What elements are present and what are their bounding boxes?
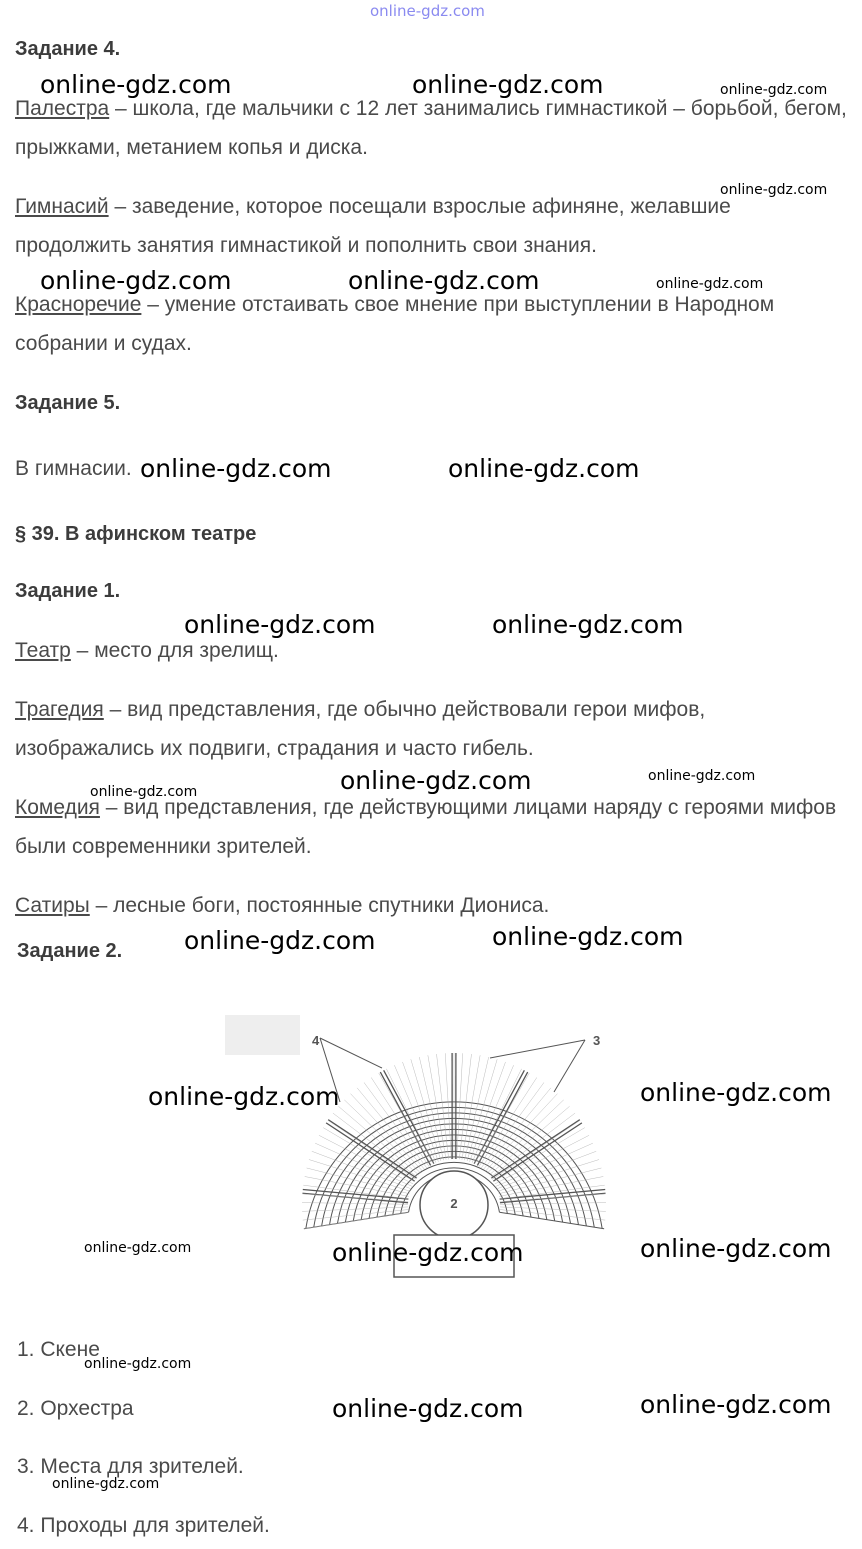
def-palestra: – школа, где мальчики с 12 лет занимались гимнастикой – борьбой, бегом, прыжками, метанием копья и диска. bbox=[15, 97, 847, 159]
watermark: online-gdz.com bbox=[52, 1476, 160, 1492]
seat-divider bbox=[477, 1073, 530, 1165]
arrow-3-b bbox=[554, 1040, 585, 1092]
watermark: online-gdz.com bbox=[340, 766, 532, 795]
term-tragedy: Трагедия bbox=[15, 698, 104, 721]
answer-1: 1. Скене bbox=[17, 1338, 100, 1361]
aisle-line bbox=[491, 1120, 579, 1178]
seat-divider bbox=[394, 1065, 436, 1163]
seat-divider bbox=[312, 1151, 411, 1188]
watermark: online-gdz.com bbox=[656, 276, 764, 292]
diagram-label-2: 2 bbox=[450, 1196, 458, 1211]
task1-item-satyrs bbox=[15, 886, 855, 925]
watermark: online-gdz.com bbox=[140, 454, 332, 483]
seat-divider bbox=[495, 1135, 589, 1184]
answer-4: 4. Проходы для зрителей. bbox=[17, 1514, 270, 1537]
arrow-4-a bbox=[320, 1038, 382, 1068]
task1-heading: Задание 1. bbox=[15, 580, 121, 602]
watermark: online-gdz.com bbox=[720, 182, 828, 198]
seat-divider bbox=[305, 1177, 409, 1197]
answer-3: 3. Места для зрителей. bbox=[17, 1455, 244, 1478]
seat-divider bbox=[379, 1073, 432, 1165]
def-satyrs: – лесные боги, постоянные спутники Диониса. bbox=[89, 894, 550, 917]
diagram-scan-artifact bbox=[225, 1015, 300, 1055]
task5-answer: В гимнасии. bbox=[15, 457, 132, 480]
aisle-line bbox=[328, 1120, 416, 1178]
answer-2: 2. Орхестра bbox=[17, 1397, 134, 1420]
watermark: online-gdz.com bbox=[332, 1394, 524, 1423]
watermark: online-gdz.com bbox=[492, 922, 684, 951]
task4-item-palestra bbox=[15, 89, 855, 167]
seat-divider bbox=[445, 1053, 451, 1159]
watermark: online-gdz.com bbox=[492, 610, 684, 639]
seat-divider bbox=[497, 1151, 596, 1188]
seat-divider bbox=[459, 1054, 471, 1159]
diagram-label-3: 3 bbox=[593, 1033, 601, 1048]
term-eloquence: Красноречие bbox=[15, 293, 142, 316]
seat-divider bbox=[302, 1203, 408, 1205]
seat-divider bbox=[437, 1054, 449, 1159]
term-satyrs: Сатиры bbox=[15, 894, 90, 917]
task5-heading: Задание 5. bbox=[15, 392, 121, 414]
term-gymnasium: Гимнасий bbox=[15, 195, 109, 218]
seat-divider bbox=[472, 1065, 514, 1163]
watermark: online-gdz.com bbox=[84, 1240, 192, 1256]
top-watermark: online-gdz.com bbox=[370, 2, 485, 20]
def-theatre: – место для зрелищ. bbox=[70, 639, 279, 662]
watermark: online-gdz.com bbox=[640, 1234, 832, 1263]
task1-item-theatre bbox=[15, 631, 855, 670]
diagram-label-4: 4 bbox=[312, 1033, 320, 1048]
arrow-3-a bbox=[490, 1040, 585, 1058]
watermark: online-gdz.com bbox=[90, 784, 198, 800]
term-theatre: Театр bbox=[15, 639, 71, 662]
task4-item-eloquence bbox=[15, 285, 860, 363]
def-gymnasium: – заведение, которое посещали взрослые афиняне, желавшие продолжить занятия гимнастикой и пополнить свои знания. bbox=[15, 195, 731, 257]
term-palestra: Палестра bbox=[15, 97, 110, 120]
aisle-line bbox=[326, 1123, 415, 1181]
def-tragedy: – вид представления, где обычно действовали герои мифов, изображались их подвиги, страдания и часто гибель. bbox=[15, 698, 706, 760]
watermark: online-gdz.com bbox=[412, 70, 604, 99]
watermark: online-gdz.com bbox=[640, 1390, 832, 1419]
task1-item-tragedy bbox=[15, 690, 805, 768]
watermark: online-gdz.com bbox=[648, 768, 756, 784]
watermark: online-gdz.com bbox=[720, 82, 828, 98]
seat-divider bbox=[457, 1053, 463, 1159]
watermark: online-gdz.com bbox=[40, 70, 232, 99]
section-title: § 39. В афинском театре bbox=[15, 523, 257, 545]
watermark: online-gdz.com bbox=[184, 610, 376, 639]
task2-heading: Задание 2. bbox=[17, 940, 123, 962]
def-eloquence: – умение отстаивать свое мнение при выступлении в Народном собрании и судах. bbox=[15, 293, 775, 355]
term-comedy: Комедия bbox=[15, 796, 100, 819]
aisle-line bbox=[493, 1123, 582, 1181]
task4-item-gymnasium bbox=[15, 187, 835, 265]
watermark: online-gdz.com bbox=[148, 1082, 340, 1111]
def-comedy: – вид представления, где действующими лицами наряду с героями мифов были современники зрителей. bbox=[15, 796, 837, 858]
seat-divider bbox=[500, 1203, 606, 1205]
watermark: online-gdz.com bbox=[348, 266, 540, 295]
task4-heading: Задание 4. bbox=[15, 38, 121, 60]
seat-divider bbox=[319, 1135, 413, 1184]
watermark: online-gdz.com bbox=[184, 926, 376, 955]
watermark: online-gdz.com bbox=[84, 1356, 192, 1372]
watermark: online-gdz.com bbox=[332, 1238, 524, 1267]
watermark: online-gdz.com bbox=[640, 1078, 832, 1107]
watermark: online-gdz.com bbox=[40, 266, 232, 295]
watermark: online-gdz.com bbox=[448, 454, 640, 483]
seat-divider bbox=[499, 1177, 603, 1197]
